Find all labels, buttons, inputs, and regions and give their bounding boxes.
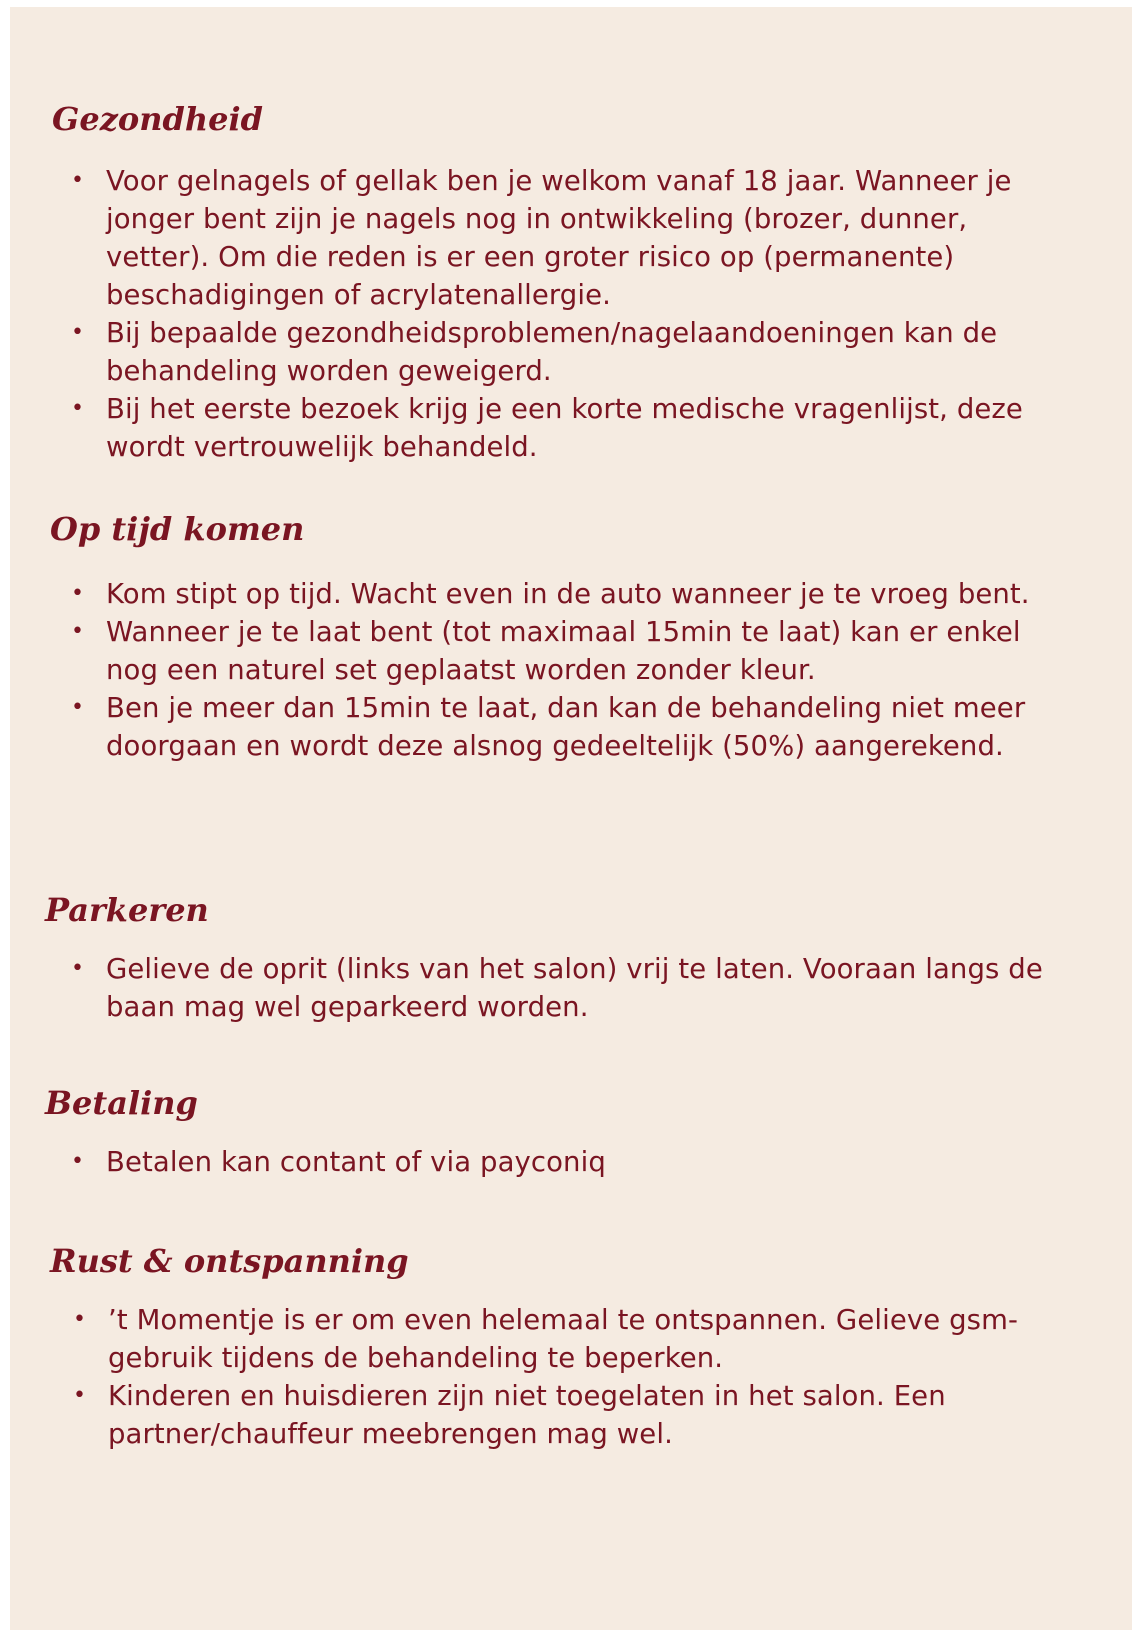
- section-heading: Betaling: [45, 1084, 198, 1122]
- bullet-icon: •: [71, 320, 85, 345]
- section-heading: Gezondheid: [52, 100, 263, 138]
- bullet-list: [62, 950, 1062, 1026]
- list-item: • Bij het eerste bezoek krijg je een korte medische vragenlijst, deze wordt vertrouwelijk behandeld.: [62, 390, 1062, 466]
- list-item: • Kinderen en huisdieren zijn niet toegelaten in het salon. Een partner/chauffeur meebrengen mag wel.: [64, 1377, 1064, 1453]
- list-item: • Gelieve de oprit (links van het salon) vrij te laten. Vooraan langs de baan mag wel geparkeerd worden.: [62, 950, 1062, 1026]
- bullet-icon: •: [71, 396, 85, 421]
- bullet-list: [62, 162, 1062, 466]
- info-card: [10, 7, 1132, 1630]
- bullet-list: [62, 575, 1062, 765]
- section-heading: Rust & ontspanning: [50, 1242, 409, 1280]
- list-item: • Bij bepaalde gezondheidsproblemen/nagelaandoeningen kan de behandeling worden geweigerd.: [62, 314, 1062, 390]
- list-item: • Wanneer je te laat bent (tot maximaal 15min te laat) kan er enkel nog een naturel set geplaatst worden zonder kleur.: [62, 613, 1062, 689]
- list-item: • ’t Momentje is er om even helemaal te ontspannen. Gelieve gsm-gebruik tijdens de behandeling te beperken.: [64, 1301, 1064, 1377]
- bullet-icon: •: [71, 581, 85, 606]
- list-item: • Voor gelnagels of gellak ben je welkom vanaf 18 jaar. Wanneer je jonger bent zijn je nagels nog in ontwikkeling (brozer, dunner, vetter). Om die reden is er een groter risico op (permanente) beschadigingen of acrylatenallergie.: [62, 162, 1062, 314]
- bullet-icon: •: [73, 1383, 87, 1408]
- section-heading: Parkeren: [45, 891, 209, 929]
- bullet-icon: •: [71, 695, 85, 720]
- bullet-icon: •: [71, 168, 85, 193]
- section-heading: Op tijd komen: [50, 510, 305, 548]
- bullet-icon: •: [71, 956, 85, 981]
- list-item: • Betalen kan contant of via payconiq: [62, 1143, 1062, 1181]
- bullet-icon: •: [71, 619, 85, 644]
- list-item: • Ben je meer dan 15min te laat, dan kan de behandeling niet meer doorgaan en wordt deze alsnog gedeeltelijk (50%) aangerekend.: [62, 689, 1062, 765]
- bullet-icon: •: [71, 1149, 85, 1174]
- bullet-list: [64, 1301, 1064, 1453]
- bullet-list: [62, 1143, 1062, 1181]
- bullet-icon: •: [73, 1307, 87, 1332]
- list-item: • Kom stipt op tijd. Wacht even in de auto wanneer je te vroeg bent.: [62, 575, 1062, 613]
